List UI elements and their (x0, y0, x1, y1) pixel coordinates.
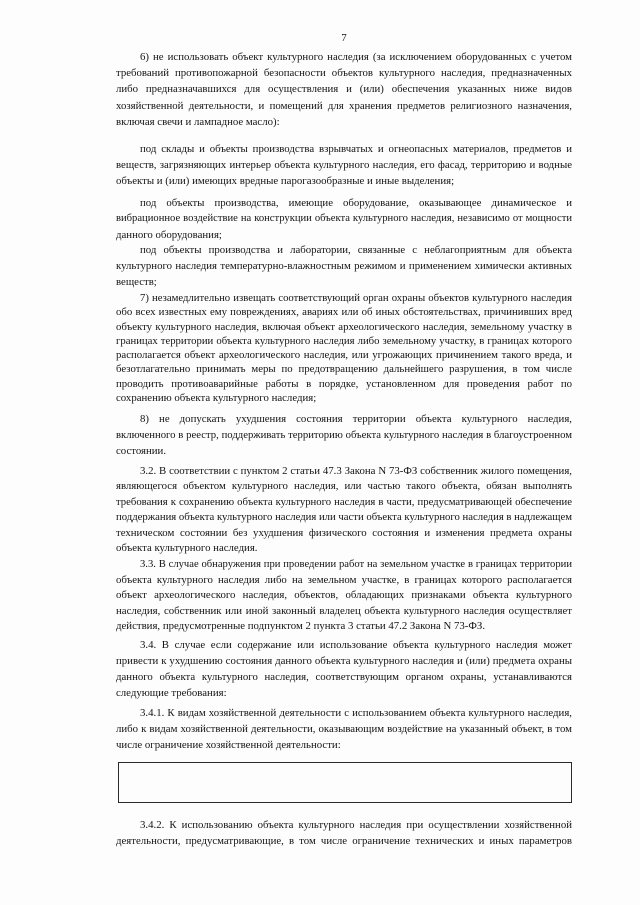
text-line: техническом состоянии без ухудшения физического состояния и изменения предмета охраны (116, 526, 572, 539)
empty-text-box (118, 762, 572, 803)
text-line: следующие требования: (116, 687, 227, 699)
text-line: сохранению объекта культурного наследия; (116, 392, 317, 405)
text-line: действия, предусмотренные подпунктом 2 пункта 3 статьи 47.2 Закона N 73-ФЗ. (116, 620, 486, 632)
text-line: привести к ухудшению состояния данного объекта культурного наследия и (или) предмета охраны (116, 655, 572, 667)
text-line: либо к видам хозяйственной деятельности, оказывающим воздействие на указанный объект, в том (116, 723, 572, 735)
text-line: деятельности, предусматривающие, в том числе ограничение технических и иных параметров (116, 835, 572, 847)
text-line: объекту культурного наследия, включая объект археологического наследия, земельному участку в (116, 320, 572, 333)
text-line: либо предназначавшихся для осуществления и (или) обеспечения указанных ниже видов (116, 83, 572, 96)
text-line: числе ограничение хозяйственной деятельности: (116, 739, 341, 751)
paragraph-3-3 (116, 557, 572, 635)
text-line: под склады и объекты производства взрывчатых и огнеопасных материалов, предметов и (140, 143, 572, 155)
text-line: под объекты производства, имеющие оборудование, оказывающее динамическое и (140, 197, 572, 209)
text-line: объекта культурного наследия. (116, 542, 258, 555)
text-line: объект археологического наследия, объектов, обладающих признаками объекта культурного (116, 589, 572, 601)
paragraph-laboratories (116, 242, 572, 290)
text-line: 8) не допускать ухудшения состояния территории объекта культурного наследия, (140, 413, 572, 425)
text-line: данного оборудования; (116, 229, 222, 241)
paragraph-item-6 (116, 49, 572, 130)
text-line: веществ; (116, 276, 157, 288)
text-line: 3.2. В соответствии с пунктом 2 статьи 47.3 Закона N 73-ФЗ собственник жилого помещения, (140, 465, 572, 477)
text-line: 3.4.2. К использованию объекта культурного наследия при осуществлении хозяйственной (140, 819, 572, 831)
text-line: располагается объект археологического наследия, или угрожающих причинением такого вреда, и (116, 349, 572, 362)
text-line: данного объекта культурного наследия, соответствующим органом охраны, устанавливаются (116, 671, 572, 683)
text-line: культурного наследия температурно-влажностным режимом и применением химически активных (116, 260, 572, 272)
paragraph-3-4 (116, 637, 572, 701)
text-line: проводить противоаварийные работы в порядке, установленном для проведения работ по (116, 377, 572, 390)
text-line: состоянии. (116, 445, 167, 457)
paragraph-3-4-1 (116, 705, 572, 753)
text-line: под объекты производства и лаборатории, связанные с неблагоприятным для объекта (140, 244, 572, 256)
text-line: требований противопожарной безопасности объектов культурного наследия, предназначенных (116, 67, 572, 80)
text-line: включая свечи и лампадное масло): (116, 115, 280, 128)
text-line: 7) незамедлительно извещать соответствующий орган охраны объектов культурного наследия (140, 292, 572, 304)
text-line: требования к сохранению объекта культурного наследия в части, предусматривающей обеспечение (116, 495, 572, 508)
text-line: 3.4. В случае если содержание или использование объекта культурного наследия может (140, 639, 572, 651)
text-line: обо всех известных ему повреждениях, авариях или об иных обстоятельствах, причинивших вред (116, 306, 572, 319)
text-line: включенного в реестр, поддерживать территорию объекта культурного наследия в благоустроенном (116, 429, 572, 441)
text-line: наследия, собственник или иной законный владелец объекта культурного наследия осуществляет (116, 604, 572, 617)
text-line: 3.3. В случае обнаружения при проведении работ на земельном участке в границах территории (140, 559, 572, 570)
paragraph-item-8 (116, 411, 572, 459)
text-line: объекта культурного наследия либо на земельном участке, в границах которого располагается (116, 573, 572, 586)
text-line: веществ, загрязняющих интерьер объекта культурного наследия, его фасад, территорию и водные (116, 159, 572, 171)
text-line: безотлагательно принимать меры по предотвращению дальнейшего разрушения, в том числе (116, 363, 572, 376)
text-line: 3.4.1. К видам хозяйственной деятельности с использованием объекта культурного наследия, (140, 707, 572, 719)
text-line: являющегося объектом культурного наследия, или частью такого объекта, обязан выполнять (116, 480, 572, 493)
text-line: вибрационное воздействие на конструкции объекта культурного наследия, независимо от мощности (116, 213, 572, 224)
text-line: границах территории объекта культурного наследия либо земельному участку, в границах которого (116, 334, 572, 347)
page-number: 7 (341, 32, 347, 44)
paragraph-3-4-2 (116, 817, 572, 849)
paragraph-item-7 (116, 291, 572, 405)
paragraph-warehouses (116, 141, 572, 189)
text-line: поддержания объекта культурного наследия или части объекта культурного наследия в надлежащем (116, 511, 572, 524)
paragraph-3-2 (116, 464, 572, 556)
text-line: хозяйственной деятельности, и помещений для хранения предметов религиозного назначения, (116, 99, 572, 112)
text-line: объекты и (или) имеющих вредные парогазообразные и иные выделения; (116, 175, 455, 187)
text-line: 6) не использовать объект культурного наследия (за исключением оборудованных с учетом (140, 51, 572, 63)
paragraph-vibration (116, 195, 572, 243)
